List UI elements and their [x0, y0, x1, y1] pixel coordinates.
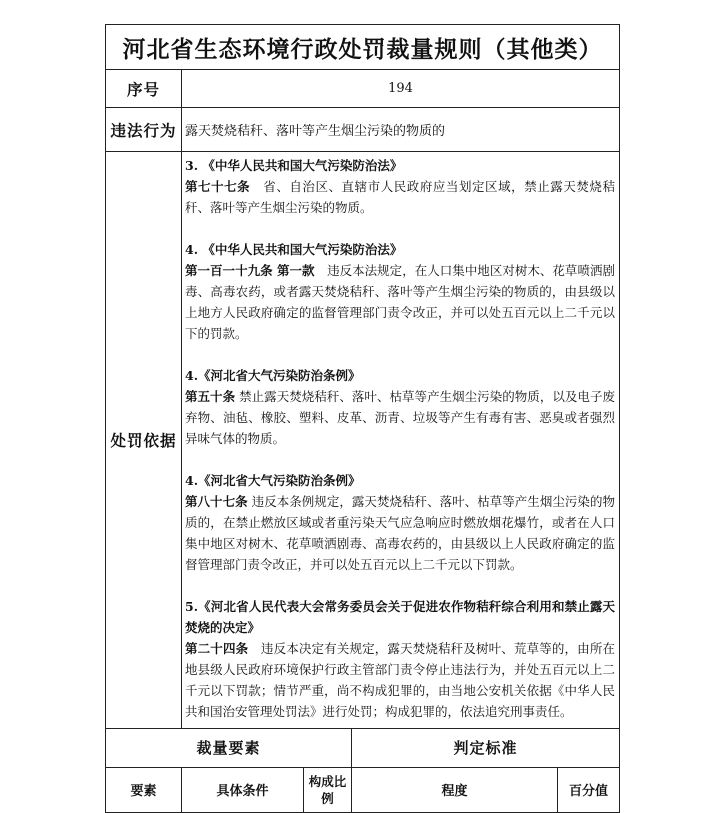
law-title: 4.《河北省大气污染防治条例》 — [185, 473, 361, 488]
basis-label: 处罚依据 — [106, 152, 182, 729]
basis-item — [185, 155, 615, 218]
law-body — [185, 638, 615, 722]
judgment-standard-header: 判定标准 — [352, 728, 620, 767]
page-title: 河北省生态环境行政处罚裁量规则（其他类） — [106, 25, 620, 70]
basis-content — [182, 152, 620, 729]
article-text: 违反本决定有关规定，露天焚烧秸秆及树叶、荒草等的，由所在地县级人民政府环境保护行政主管部门责令停止违法行为，并处五百元以上二千元以下罚款；情节严重，尚不构成犯罪的，由当地公安机关依据《中华人民共和国治安管理处罚法》进行处罚；构成犯罪的，依法追究刑事责任。 — [185, 641, 615, 719]
basis-item — [185, 596, 615, 722]
article-text: 省、自治区、直辖市人民政府应当划定区域，禁止露天焚烧秸秆、落叶等产生烟尘污染的物质。 — [185, 179, 615, 215]
law-body — [185, 176, 615, 218]
regulation-page — [105, 24, 619, 813]
law-title: 4. 《中华人民共和国大气污染防治法》 — [185, 242, 403, 257]
law-body — [185, 260, 615, 344]
article-number: 第八十七条 — [185, 494, 248, 509]
violation-value: 露天焚烧秸秆、落叶等产生烟尘污染的物质的 — [182, 108, 620, 152]
law-title: 3. 《中华人民共和国大气污染防治法》 — [185, 158, 403, 173]
violation-label: 违法行为 — [106, 108, 182, 152]
article-number: 第七十七条 — [185, 179, 251, 194]
article-text: 禁止露天焚烧秸秆、落叶、枯草等产生烟尘污染的物质，以及电子废弃物、油毡、橡胶、塑料、皮革、沥青、垃圾等产生有毒有害、恶臭或者强烈异味气体的物质。 — [185, 389, 615, 446]
article-number: 第五十条 — [185, 389, 236, 404]
col-percentage: 百分值 — [558, 767, 620, 812]
basis-item — [185, 239, 615, 344]
serial-label: 序号 — [106, 70, 182, 108]
article-text: 违反本法规定，在人口集中地区对树木、花草喷洒剧毒、高毒农药，或者露天焚烧秸秆、落叶等产生烟尘污染的物质的，由县级以上地方人民政府确定的监督管理部门责令改正，并可以处五百元以上二千元以下的罚款。 — [185, 263, 615, 341]
law-body — [185, 386, 615, 449]
basis-item — [185, 365, 615, 449]
article-number: 第一百一十九条 第一款 — [185, 263, 315, 278]
serial-value: 194 — [182, 70, 620, 108]
col-condition: 具体条件 — [182, 767, 304, 812]
law-body — [185, 491, 615, 575]
col-ratio: 构成比例 — [304, 767, 352, 812]
col-degree: 程度 — [352, 767, 558, 812]
col-factor: 要素 — [106, 767, 182, 812]
discretion-factors-header: 裁量要素 — [106, 728, 352, 767]
article-number: 第二十四条 — [185, 641, 249, 656]
basis-item — [185, 470, 615, 575]
law-title: 4.《河北省大气污染防治条例》 — [185, 368, 361, 383]
regulation-table — [105, 24, 620, 729]
article-text: 违反本条例规定，露天焚烧秸秆、落叶、枯草等产生烟尘污染的物质的，在禁止燃放区域或者重污染天气应急响应时燃放烟花爆竹，或者在人口集中地区对树木、花草喷洒剧毒、高毒农药的，由县级以上人民政府确定的监督管理部门责令改正，并可以处五百元以上二千元以下罚款。 — [185, 494, 615, 572]
law-title: 5.《河北省人民代表大会常务委员会关于促进农作物秸秆综合利用和禁止露天焚烧的决定》 — [185, 599, 615, 635]
